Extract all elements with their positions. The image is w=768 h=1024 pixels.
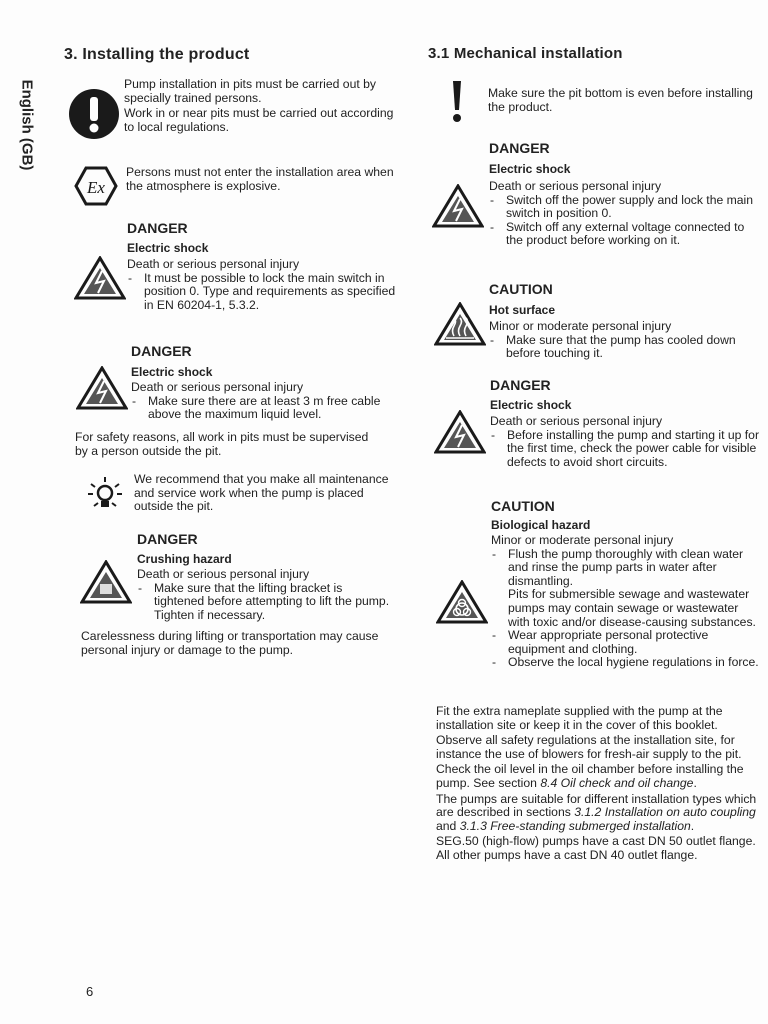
electric-shock-warning-icon: [432, 184, 484, 228]
danger-item: - Switch off the power supply and lock the main switch in position 0.: [489, 194, 759, 221]
danger-item: - Make sure that the lifting bracket is tightened before attempting to lift the pump. Tighten if necessary.: [137, 582, 392, 623]
danger-subheading-3: Crushing hazard: [137, 552, 232, 566]
danger-item: - Switch off any external voltage connected to the product before working on it.: [489, 221, 759, 248]
caution-subheading-r2: Biological hazard: [491, 518, 591, 532]
caution-heading-r1: CAUTION: [489, 281, 553, 297]
danger-item: - Make sure there are at least 3 m free cable above the maximum liquid level.: [131, 395, 396, 422]
caution-body-r1: [489, 320, 759, 361]
biological-hazard-warning-icon: [436, 580, 488, 624]
caution-item: - Wear appropriate personal protective equipment and clothing.: [491, 629, 761, 656]
safety-note: For safety reasons, all work in pits must be supervised by a person outside the pit.: [75, 430, 369, 458]
danger-heading-r2: DANGER: [490, 377, 551, 393]
language-side-tab: [14, 60, 40, 190]
text-span: The pumps are suitable for different installation types which are described in sections: [436, 791, 757, 820]
danger-item: - It must be possible to lock the main switch in position 0. Type and requirements as specified in EN 60204-1, 5.3.2.: [127, 272, 402, 313]
page-number: 6: [86, 984, 94, 999]
electric-shock-warning-icon: [74, 256, 126, 300]
exclamation-mark-icon: [451, 80, 463, 124]
danger-subheading-1: Electric shock: [127, 241, 209, 255]
maintenance-recommendation: We recommend that you make all maintenance and service work when the pump is placed outside the pit.: [134, 472, 389, 514]
danger-risk-2: Death or serious personal injury: [131, 380, 304, 394]
danger-item: - Before installing the pump and starting it up for the first time, check the power cable for visible defects to avoid short circuits.: [490, 429, 760, 470]
danger-risk-r1: Death or serious personal injury: [489, 179, 662, 193]
hot-surface-warning-icon: [434, 302, 486, 346]
caution-subheading-r1: Hot surface: [489, 303, 556, 317]
danger-heading-2: DANGER: [131, 343, 192, 359]
caution-body-r2: [491, 534, 761, 670]
caution-item: - Observe the local hygiene regulations in force.: [491, 656, 761, 670]
carelessness-note: Carelessness during lifting or transportation may cause personal injury or damage to the pump.: [81, 629, 379, 657]
section-reference: 8.4 Oil check and oil change: [540, 775, 694, 790]
caution-risk-r2: Minor or moderate personal injury: [491, 533, 674, 547]
pit-bottom-note: Make sure the pit bottom is even before installing the product.: [488, 86, 753, 114]
outlet-flange-paragraph: SEG.50 (high-flow) pumps have a cast DN 50 outlet flange. All other pumps have a cast DN 40 outlet flange.: [436, 834, 756, 862]
text-span: and: [436, 818, 460, 833]
text-span: .: [693, 775, 697, 790]
caution-heading-r2: CAUTION: [491, 498, 555, 514]
danger-risk-1: Death or serious personal injury: [127, 257, 300, 271]
svg-text:Ex: Ex: [87, 178, 105, 197]
section-reference: 3.1.2 Installation on auto coupling: [574, 805, 756, 820]
electric-shock-warning-icon: [434, 410, 486, 454]
caution-item-extra: Pits for submersible sewage and wastewater pumps may contain sewage or wastewater with toxic and/or disease-causing substances.: [508, 587, 756, 629]
intro-paragraph-2: Work in or near pits must be carried out according to local regulations.: [124, 106, 394, 134]
danger-subheading-r2: Electric shock: [490, 398, 572, 412]
intro-text: [124, 78, 394, 136]
warning-exclamation-icon: [68, 88, 120, 140]
danger-body-3: [137, 568, 392, 622]
danger-heading-3: DANGER: [137, 531, 198, 547]
caution-risk-r1: Minor or moderate personal injury: [489, 319, 672, 333]
text-span: .: [690, 818, 695, 833]
electric-shock-warning-icon: [76, 366, 128, 410]
lightbulb-tip-icon: [86, 476, 124, 516]
danger-body-r1: [489, 180, 759, 248]
text-span: Check the oil level in the oil chamber before installing the pump. See section: [436, 762, 744, 790]
intro-paragraph-1: Pump installation in pits must be carried out by specially trained persons.: [124, 77, 376, 105]
section-reference: 3.1.3 Free-standing submerged installation: [459, 818, 691, 833]
danger-body-r2: [490, 415, 760, 469]
danger-body-1: [127, 258, 402, 312]
danger-body-2: [131, 381, 396, 422]
right-paragraphs: [436, 705, 761, 865]
danger-subheading-2: Electric shock: [131, 365, 213, 379]
safety-regulations-paragraph: Observe all safety regulations at the installation site, for instance the use of blowers for fresh-air supply to the pit.: [436, 733, 742, 761]
oil-check-paragraph: [436, 763, 761, 790]
explosion-hazard-icon: [74, 166, 118, 206]
danger-subheading-r1: Electric shock: [489, 162, 571, 176]
subsection-title: 3.1 Mechanical installation: [428, 45, 623, 62]
danger-risk-r2: Death or serious personal injury: [490, 414, 663, 428]
installation-types-paragraph: [436, 793, 761, 834]
caution-item: - Make sure that the pump has cooled down before touching it.: [489, 334, 759, 361]
danger-heading-r1: DANGER: [489, 140, 550, 156]
caution-item: [491, 548, 761, 630]
language-label: English (GB): [18, 79, 36, 171]
danger-risk-3: Death or serious personal injury: [137, 567, 310, 581]
explosive-atmosphere-note: Persons must not enter the installation area when the atmosphere is explosive.: [126, 165, 394, 193]
nameplate-paragraph: Fit the extra nameplate supplied with the pump at the installation site or keep it in the cover of this booklet.: [436, 704, 723, 732]
crushing-hazard-warning-icon: [80, 560, 132, 604]
section-title: 3. Installing the product: [64, 46, 250, 63]
caution-item-text: - Flush the pump thoroughly with clean water and rinse the pump parts in water after dismantling.: [508, 546, 744, 588]
danger-heading-1: DANGER: [127, 220, 188, 236]
